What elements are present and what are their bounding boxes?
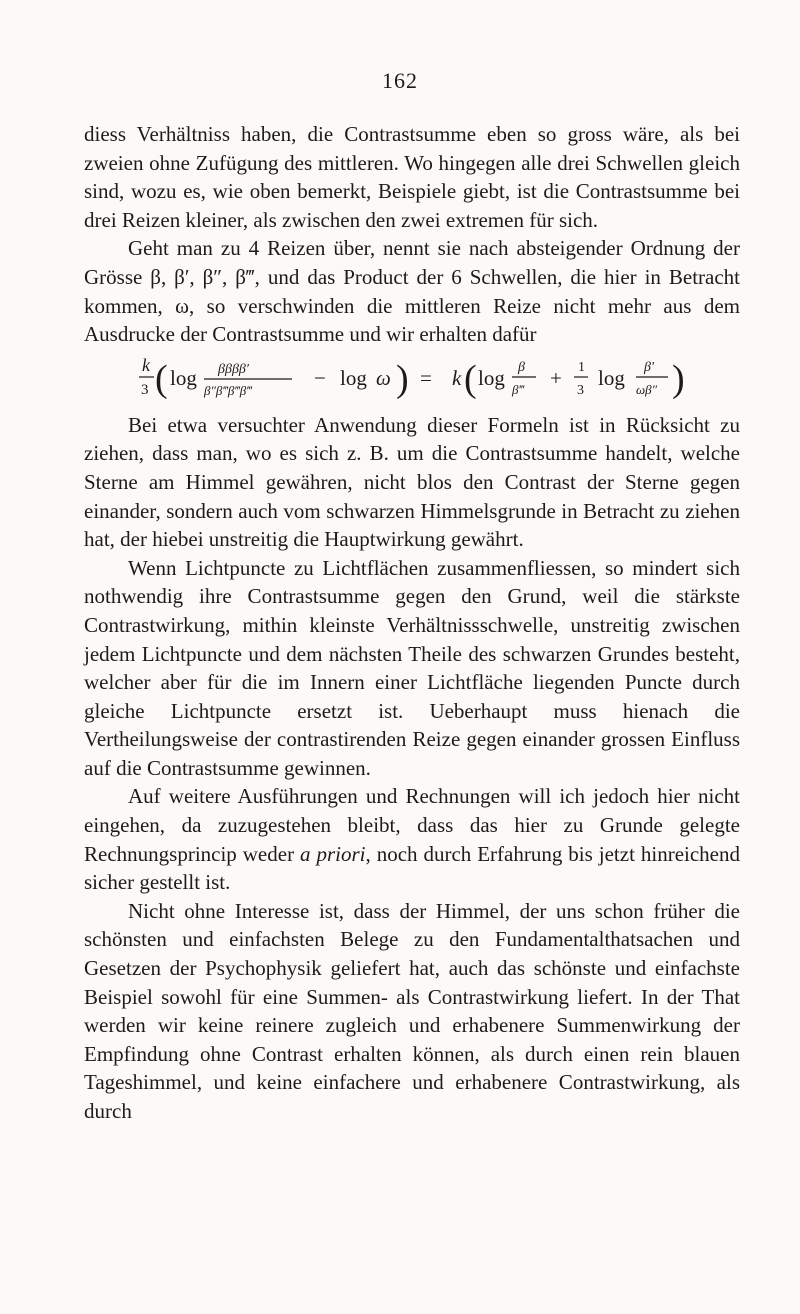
- paragraph-5-text-b: , noch durch Erfahrung bis jetzt hinreichend sicher gestellt ist.: [84, 841, 740, 895]
- formula-frac2-denominator: β‴: [512, 381, 524, 397]
- paragraph-4: Wenn Lichtpuncte zu Lichtflächen zusammenfliessen, so mindert sich nothwendig ihre Contrastsumme gegen den Grund, weil die stärkste Contrastwirkung, mithin kleinste Verhältnissschwelle, unstreitig zwischen jedem Lichtpuncte und dem nächsten Theile des schwarzen Grundes besteht, welcher aber für die im Innern einer Lichtfläche liegenden Puncte durch gleiche Lichtpuncte ersetzt ist. Ueberhaupt muss hienach die Vertheilungsweise der contrastirenden Reize gegen einander grossen Einfluss auf die Contrastsumme gewinnen.: [84, 555, 740, 780]
- formula-frac4-numerator: β′: [644, 359, 655, 375]
- paragraph-5: [84, 782, 740, 896]
- formula-close-paren: ): [396, 357, 409, 400]
- formula-log-4: log: [598, 365, 625, 390]
- paragraph-6: Nicht ohne Interesse ist, dass der Himmel, der uns schon früher die schönsten und einfachsten Belege zu den Fundamentalthatsachen und Gesetzen der Psychophysik geliefert hat, auch das schönste und einfachste Beispiel sowohl für eine Summen- als Contrastwirkung liefert. In der That werden wir keine reinere zugleich und erhabenere Summenwirkung der Empfindung ohne Contrast erhalten können, als durch einen rein blauen Tageshimmel, und keine einfachere und erhabenere Contrastwirkung, als durch: [84, 898, 740, 1123]
- contrast-sum-formula: [84, 349, 740, 411]
- formula-close-paren-2: ): [672, 357, 685, 400]
- formula-frac4-denominator: ωβ″: [636, 381, 658, 397]
- formula-minus: −: [314, 365, 326, 390]
- formula-log-3: log: [478, 365, 505, 390]
- formula-lhs-denominator: 3: [141, 381, 149, 398]
- formula-open-paren-2: (: [464, 357, 477, 400]
- formula-log-2: log: [340, 365, 367, 390]
- formula-equals: =: [420, 365, 432, 390]
- page-number: 162: [382, 68, 418, 93]
- formula-lhs-numerator: k: [142, 354, 150, 375]
- paragraph-2: Geht man zu 4 Reizen über, nennt sie nach absteigender Ordnung der Grösse β, β′, β″, β‴, und das Product der 6 Schwellen, die hier in Betracht kommen, ω, so verschwinden die mittleren Reize nicht mehr aus dem Ausdrucke der Contrastsumme und wir erhalten dafür: [84, 236, 740, 347]
- formula-svg: [84, 349, 740, 411]
- formula-rhs-k: k: [452, 365, 462, 390]
- paragraph-5-italic: a priori: [300, 841, 366, 866]
- formula-open-paren: (: [155, 357, 168, 400]
- formula-plus: +: [550, 365, 562, 390]
- formula-frac3-numerator: 1: [578, 359, 585, 375]
- formula-frac2-numerator: β: [518, 359, 525, 375]
- formula-frac1-numerator: ββββ′: [218, 361, 249, 377]
- formula-log-1: log: [170, 365, 197, 390]
- body-text: [84, 120, 740, 1126]
- paragraph-1: diess Verhältniss haben, die Contrastsumme eben so gross wäre, als bei zweien ohne Zufügung des mittleren. Wo hingegen alle drei Schwellen gleich sind, wozu es, wie oben bemerkt, Beispiele giebt, ist die Contrastsumme bei drei Reizen kleiner, als zwischen den zwei extremen für sich.: [84, 122, 740, 232]
- paragraph-3: Bei etwa versuchter Anwendung dieser Formeln ist in Rücksicht zu ziehen, dass man, wo es sich z. B. um die Contrastsumme handelt, welche Sterne am Himmel gewähren, nicht blos den Contrast der Sterne gegen einander, sondern auch vom schwarzen Himmelsgrunde in Betracht zu ziehen hat, der hiebei unstreitig die Hauptwirkung gewährt.: [84, 412, 740, 552]
- paragraph-5-text-a: Auf weitere Ausführungen und Rechnungen will ich jedoch hier nicht eingehen, da zuzugestehen bleibt, dass das hier zu Grunde gelegte Rechnungsprincip weder: [84, 784, 740, 866]
- formula-frac3-denominator: 3: [577, 382, 584, 398]
- formula-frac1-denominator: β″β‴β‴β‴: [204, 382, 252, 398]
- formula-omega: ω: [376, 365, 391, 390]
